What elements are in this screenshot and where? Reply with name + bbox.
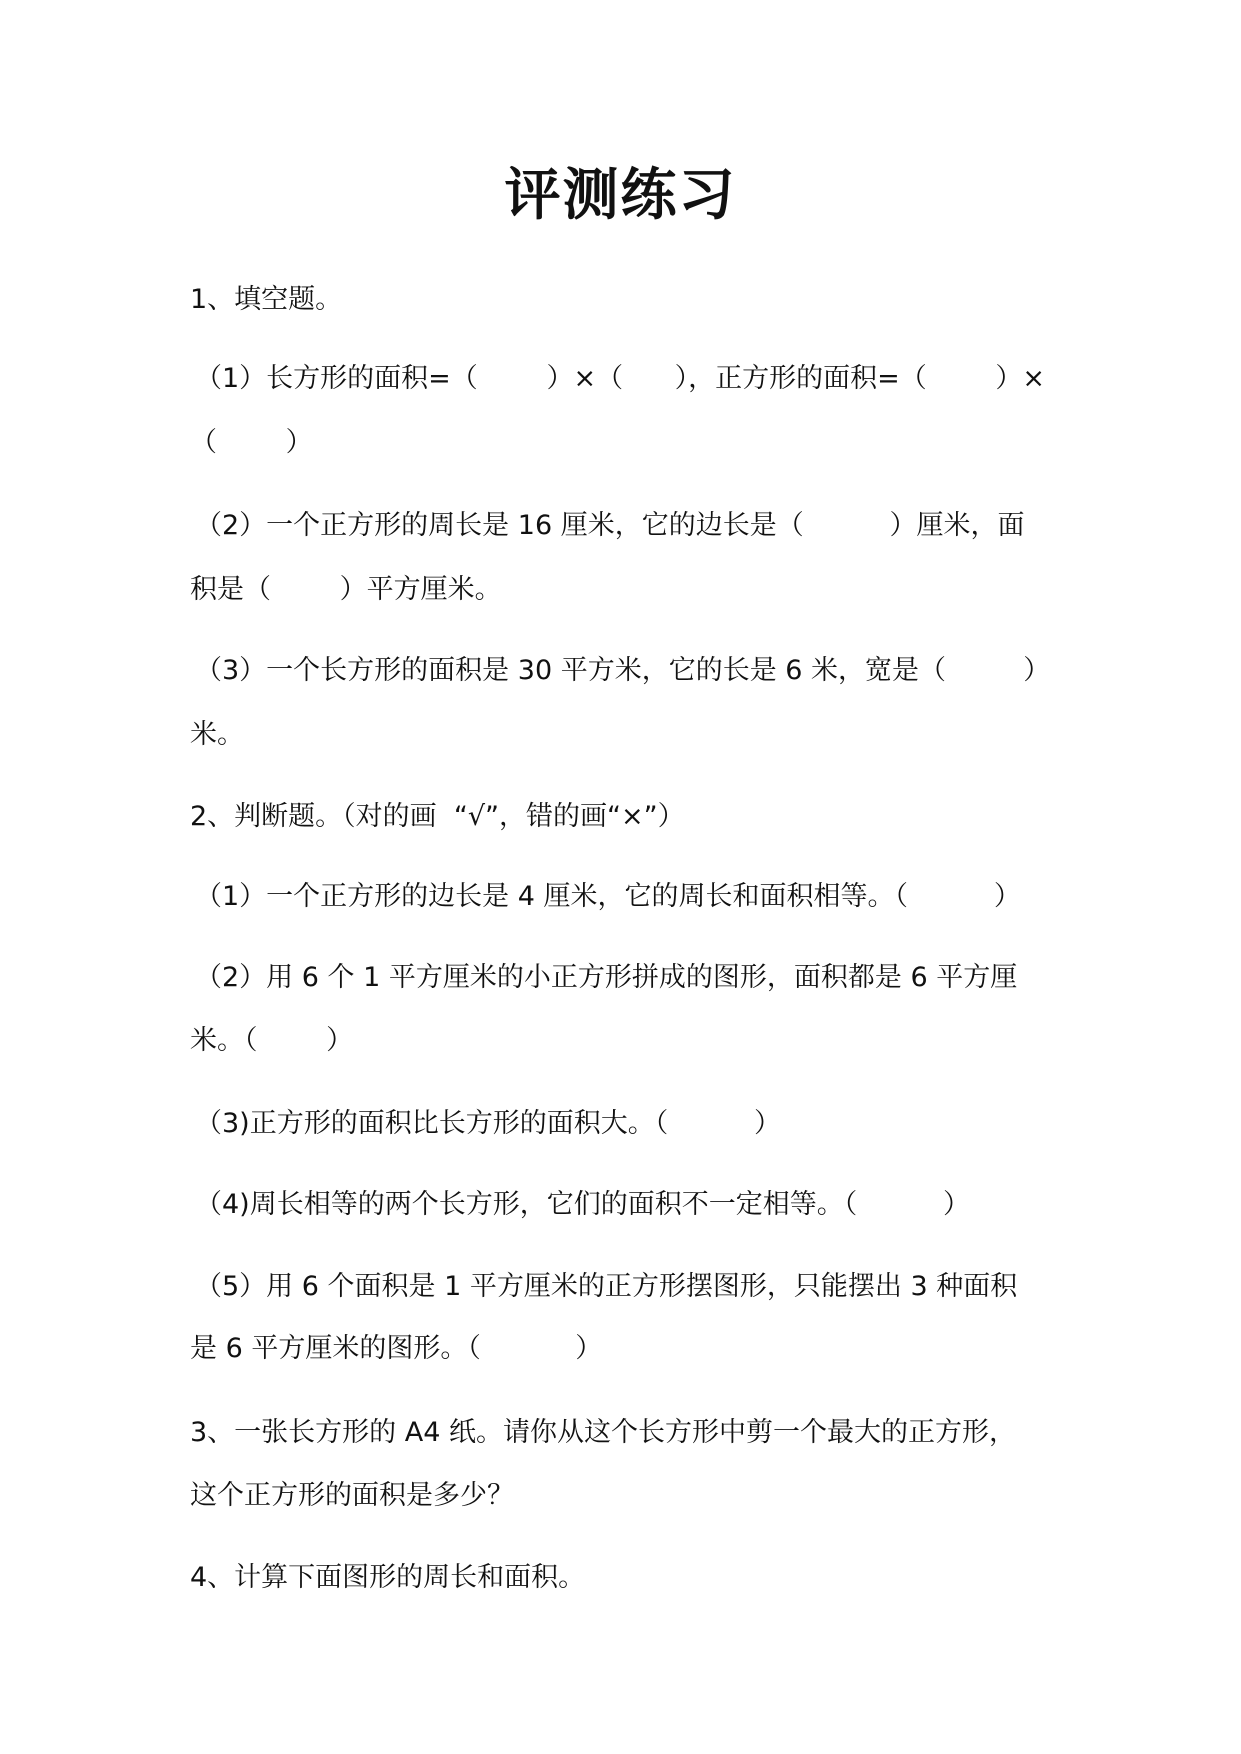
judge-question-5: （5）用 6 个面积是 1 平方厘米的正方形摆图形，只能摆出 3 种面积 <box>195 1271 1018 1302</box>
judge-question-5-cont: 是 6 平方厘米的图形。（ ） <box>190 1333 603 1364</box>
judge-question-2-cont: 米。（ ） <box>190 1025 354 1056</box>
judge-question-2: （2）用 6 个 1 平方厘米的小正方形拼成的图形，面积都是 6 平方厘 <box>195 962 1018 993</box>
fill-question-2: （2）一个正方形的周长是 16 厘米，它的边长是（ ）厘米，面 <box>195 510 1025 541</box>
fill-question-2-cont: 积是（ ）平方厘米。 <box>190 574 502 605</box>
fill-question-3-cont: 米。 <box>190 719 244 750</box>
fill-question-3: （3）一个长方形的面积是 30 平方米，它的长是 6 米，宽是（ ） <box>195 655 1051 686</box>
page-title: 评测练习 <box>504 162 737 228</box>
section-4-heading: 4、计算下面图形的周长和面积。 <box>190 1562 586 1593</box>
judge-question-4: （4)周长相等的两个长方形，它们的面积不一定相等。（ ） <box>195 1189 971 1220</box>
section-1-heading: 1、填空题。 <box>190 284 343 315</box>
fill-question-1-cont: （ ） <box>190 427 313 458</box>
section-3-question-cont: 这个正方形的面积是多少？ <box>190 1480 514 1511</box>
section-3-question: 3、一张长方形的 A4 纸。请你从这个长方形中剪一个最大的正方形， <box>190 1417 1016 1448</box>
judge-question-3: （3)正方形的面积比长方形的面积大。（ ） <box>195 1108 782 1139</box>
fill-question-1: （1）长方形的面积=（ ）×（ ），正方形的面积=（ ）× <box>195 363 1045 394</box>
section-2-heading: 2、判断题。（对的画 “√”，错的画“×”） <box>190 801 685 832</box>
judge-question-1: （1）一个正方形的边长是 4 厘米，它的周长和面积相等。（ ） <box>195 881 1021 912</box>
